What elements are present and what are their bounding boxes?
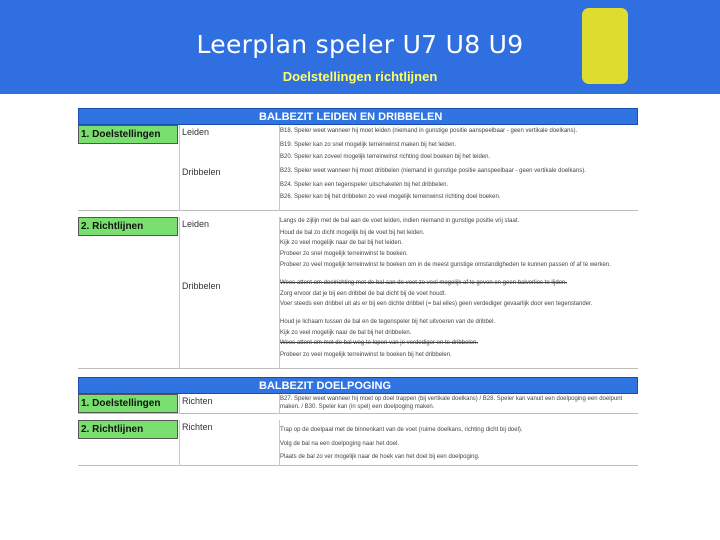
table-row: B20. Speler kan zoveel mogelijk terreinwinst richting doel boeken bij het leiden. <box>280 154 491 160</box>
table-row: B23. Speler weet wanneer hij moet dribbelen (niemand in gunstige positie aanspeelbaar - geen vertikale doelkans). <box>280 168 586 174</box>
table-row: Kijk zo veel mogelijk naar de bal bij het leiden. <box>280 240 403 246</box>
table-row: Langs de zijlijn met de bal aan de voet leiden, indien niemand in gunstige positie vrij staat. <box>280 218 520 224</box>
table-row: B24. Speler kan een tegenspeler uitschakelen bij het dribbelen. <box>280 182 449 188</box>
richtlijnen-label: 2. Richtlijnen <box>78 217 178 236</box>
dribbelen-label: Dribbelen <box>182 281 221 291</box>
doelstellingen-label: 1. Doelstellingen <box>78 394 178 413</box>
table-row: B19. Speler kan zo snel mogelijk terreinwinst maken bij het leiden. <box>280 142 457 148</box>
leiden-label: Leiden <box>182 127 210 137</box>
doelstellingen-label: 1. Doelstellingen <box>78 125 178 144</box>
table-row: Trap op de doelpaal met de binnenkant van de voet (ruime doelkans, richting dicht bij doel). <box>280 427 523 433</box>
table-row: Zorg ervoor dat je bij een dribbel de bal dicht bij de voet houdt. <box>280 291 447 297</box>
dribbelen-label: Dribbelen <box>182 167 221 177</box>
table-row: Wees attent om doelrichting met de bal aan de voet zo veel mogelijk af te geven en geen balverlies te lijden. <box>280 280 568 286</box>
table-row: Houd je lichaam tussen de bal en de tegenspeler bij het uitvoeren van de dribbel. <box>280 319 496 325</box>
richtlijnen-block-2 <box>78 420 638 466</box>
table-row: Kijk zo veel mogelijk naar de bal bij het dribbelen. <box>280 330 412 336</box>
table-row: Wees attent om met de bal weg te lopen van je verdediger en te dribbelen. <box>280 340 479 346</box>
yellow-accent-box <box>582 8 628 84</box>
table-row: Voer steeds een dribbel uit als er bij een dichte dribbel (= bal eiles) geen verdediger gevaarlijk door een tegenstander. <box>280 301 593 307</box>
table-row: B18. Speler weet wanneer hij moet leiden (niemand in gunstige positie aanspeelbaar - geen vertikale doelkans). <box>280 128 578 134</box>
table-row: Probeer zo veel mogelijk terreinwinst te boeken om in de meest gunstige omstandigheden te kunnen passen of af te werken. <box>280 262 611 268</box>
richtlijnen-label: 2. Richtlijnen <box>78 420 178 439</box>
slide-subtitle: Doelstellingen richtlijnen <box>282 69 438 84</box>
table-row: Probeer zo snel mogelijk terreinwinst te boeken. <box>280 251 408 257</box>
curriculum-table <box>78 108 638 466</box>
richtlijnen-block <box>78 217 638 369</box>
section-title-doelpoging: BALBEZIT DOELPOGING <box>78 377 638 394</box>
table-row: Houd de bal zo dicht mogelijk bij de voet bij het leiden. <box>280 230 425 236</box>
richten-label: Richten <box>182 422 213 432</box>
richten-label: Richten <box>182 396 213 406</box>
table-row: B26. Speler kan bij het dribbelen zo veel mogelijk terreinwinst richting doel boeken. <box>280 194 501 200</box>
doelstellingen-block <box>78 125 638 211</box>
leiden-label: Leiden <box>182 219 210 229</box>
table-row: Probeer zo veel mogelijk terreinwinst te boeken bij het dribbelen. <box>280 352 452 358</box>
table-row: B27. Speler weet wanneer hij moet op doel trappen (bij vertikale doelkans) / B28. Speler kan vanuit een doelpoging een doelpunt maken. / B30. Speler kan (in spel) een doelpoging maken. <box>280 396 623 410</box>
section-title-leiden-dribbelen: BALBEZIT LEIDEN EN DRIBBELEN <box>78 108 638 125</box>
doelstellingen-block-2 <box>78 394 638 414</box>
table-row: Plaats de bal zo ver mogelijk naar de hoek van het doel bij een doelpoging. <box>280 454 480 460</box>
table-row: Volg de bal na een doelpoging naar het doel. <box>280 441 400 447</box>
slide-title: Leerplan speler U7 U8 U9 <box>196 30 524 59</box>
